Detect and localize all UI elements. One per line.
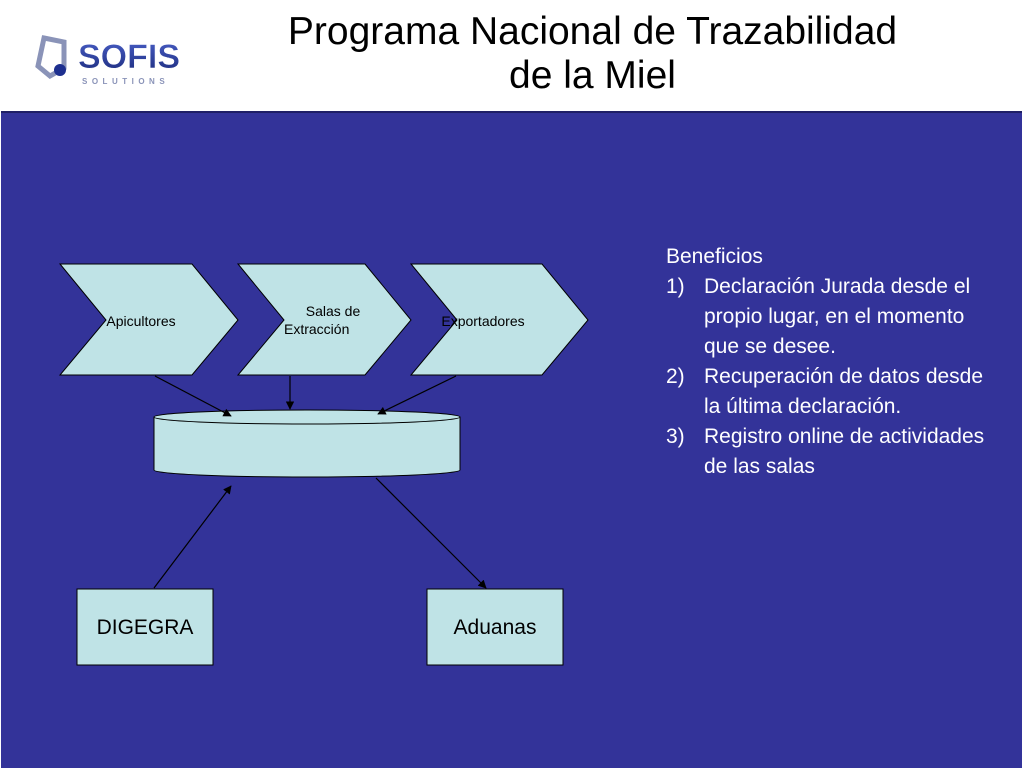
benefit-item: [666, 422, 986, 482]
arrow-exportadores-db: [378, 376, 456, 414]
label-aduanas: Aduanas: [453, 616, 537, 639]
label-salas-line1: Salas de: [305, 303, 361, 319]
svg-text:SOLUTIONS: SOLUTIONS: [82, 77, 170, 86]
benefits-heading: Beneficios: [666, 245, 763, 268]
benefit-text: Recuperación de datos desde la última declaración.: [704, 365, 984, 418]
database-icon: [154, 410, 460, 477]
benefit-text: Registro online de actividades de las salas: [704, 425, 985, 478]
title-line-2: de la Miel: [509, 54, 676, 97]
benefit-number: 1): [666, 275, 685, 298]
benefit-item: [666, 272, 986, 362]
label-exportadores: Exportadores: [441, 313, 525, 329]
benefit-number: 2): [666, 365, 685, 388]
arrow-db-aduanas: [376, 478, 486, 588]
arrow-digegra-db: [154, 486, 231, 588]
benefit-number: 3): [666, 425, 685, 448]
label-salas: [276, 302, 376, 338]
label-salas-line2: Extracción: [284, 321, 350, 337]
label-digegra: DIGEGRA: [96, 616, 194, 639]
svg-text:SOFIS: SOFIS: [78, 38, 181, 76]
benefit-text: Declaración Jurada desde el propio lugar, en el momento que se desee.: [704, 275, 971, 358]
benefit-item: [666, 362, 986, 422]
label-apicultores: Apicultores: [106, 313, 176, 329]
arrow-apicultores-db: [155, 376, 231, 416]
benefits-list: [666, 242, 986, 482]
title-line-1: Programa Nacional de Trazabilidad: [287, 10, 898, 53]
